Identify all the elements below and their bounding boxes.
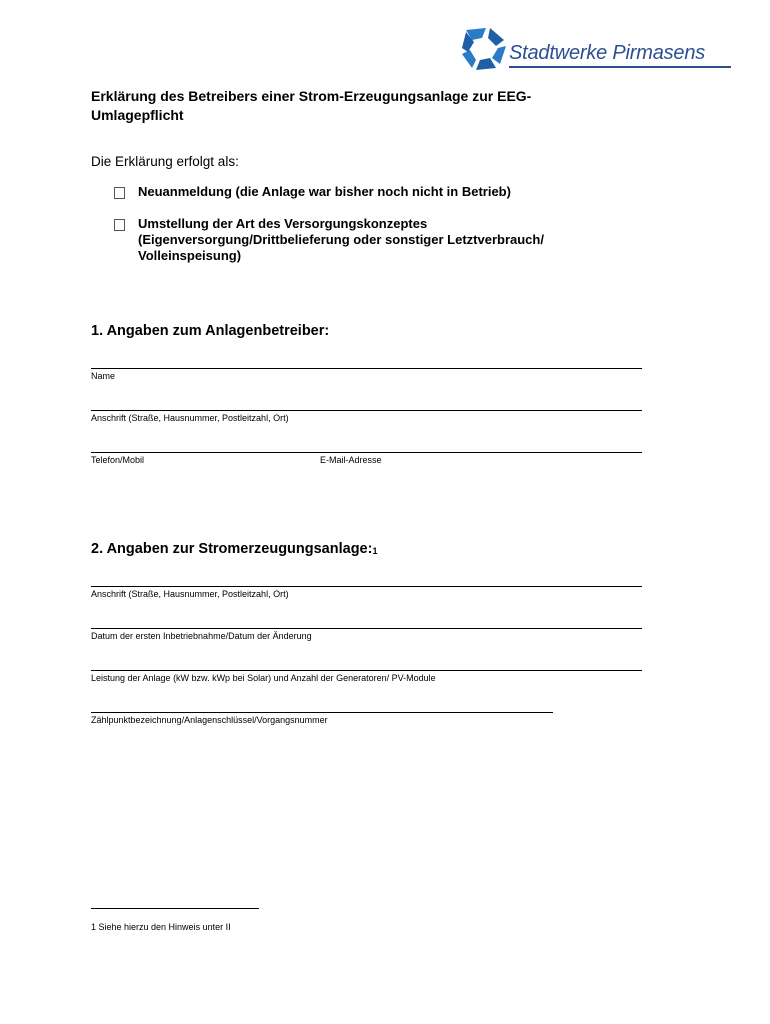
date-label: Datum der ersten Inbetriebnahme/Datum der Änderung xyxy=(91,631,312,641)
checkbox[interactable] xyxy=(114,187,125,199)
name-field-line[interactable] xyxy=(91,368,642,369)
plant-address-field-line[interactable] xyxy=(91,586,642,587)
section2-heading xyxy=(91,541,377,557)
footnote-divider xyxy=(91,908,259,909)
document-title: Erklärung des Betreibers einer Strom-Erzeugungsanlage zur EEG-Umlagepflicht xyxy=(91,88,532,123)
logo-mark-icon xyxy=(460,26,508,72)
plant-address-label: Anschrift (Straße, Hausnummer, Postleitzahl, Ort) xyxy=(91,589,289,599)
intro-text: Die Erklärung erfolgt als: xyxy=(91,154,239,169)
checkbox[interactable] xyxy=(114,219,125,231)
phone-email-field-line[interactable] xyxy=(91,452,642,453)
option-label: Umstellung der Art des Versorgungskonzeptes (Eigenversorgung/Drittbelieferung oder sonstiger Letztverbrauch/ Volleinspeisung) xyxy=(138,216,544,263)
footnote-ref: 1 xyxy=(372,546,378,556)
section1-heading: 1. Angaben zum Anlagenbetreiber: xyxy=(91,323,330,339)
power-field-line[interactable] xyxy=(91,670,642,671)
footnote: 1 Siehe hierzu den Hinweis unter II xyxy=(91,922,231,932)
option-label: Neuanmeldung (die Anlage war bisher noch nicht in Betrieb) xyxy=(138,184,511,199)
meter-field-line[interactable] xyxy=(91,712,553,713)
power-label: Leistung der Anlage (kW bzw. kWp bei Solar) und Anzahl der Generatoren/ PV-Module xyxy=(91,673,436,683)
address-label: Anschrift (Straße, Hausnummer, Postleitzahl, Ort) xyxy=(91,413,289,423)
meter-label: Zählpunktbezeichnung/Anlagenschlüssel/Vorgangsnummer xyxy=(91,715,328,725)
company-logo xyxy=(460,26,732,72)
address-field-line[interactable] xyxy=(91,410,642,411)
name-label: Name xyxy=(91,371,116,381)
phone-label: Telefon/Mobil xyxy=(91,455,145,465)
date-field-line[interactable] xyxy=(91,628,642,629)
email-label: E-Mail-Adresse xyxy=(320,455,382,465)
section2-heading-text: 2. Angaben zur Stromerzeugungsanlage: xyxy=(91,541,373,557)
logo-underline xyxy=(509,66,731,68)
company-name: Stadtwerke Pirmasens xyxy=(509,42,706,64)
